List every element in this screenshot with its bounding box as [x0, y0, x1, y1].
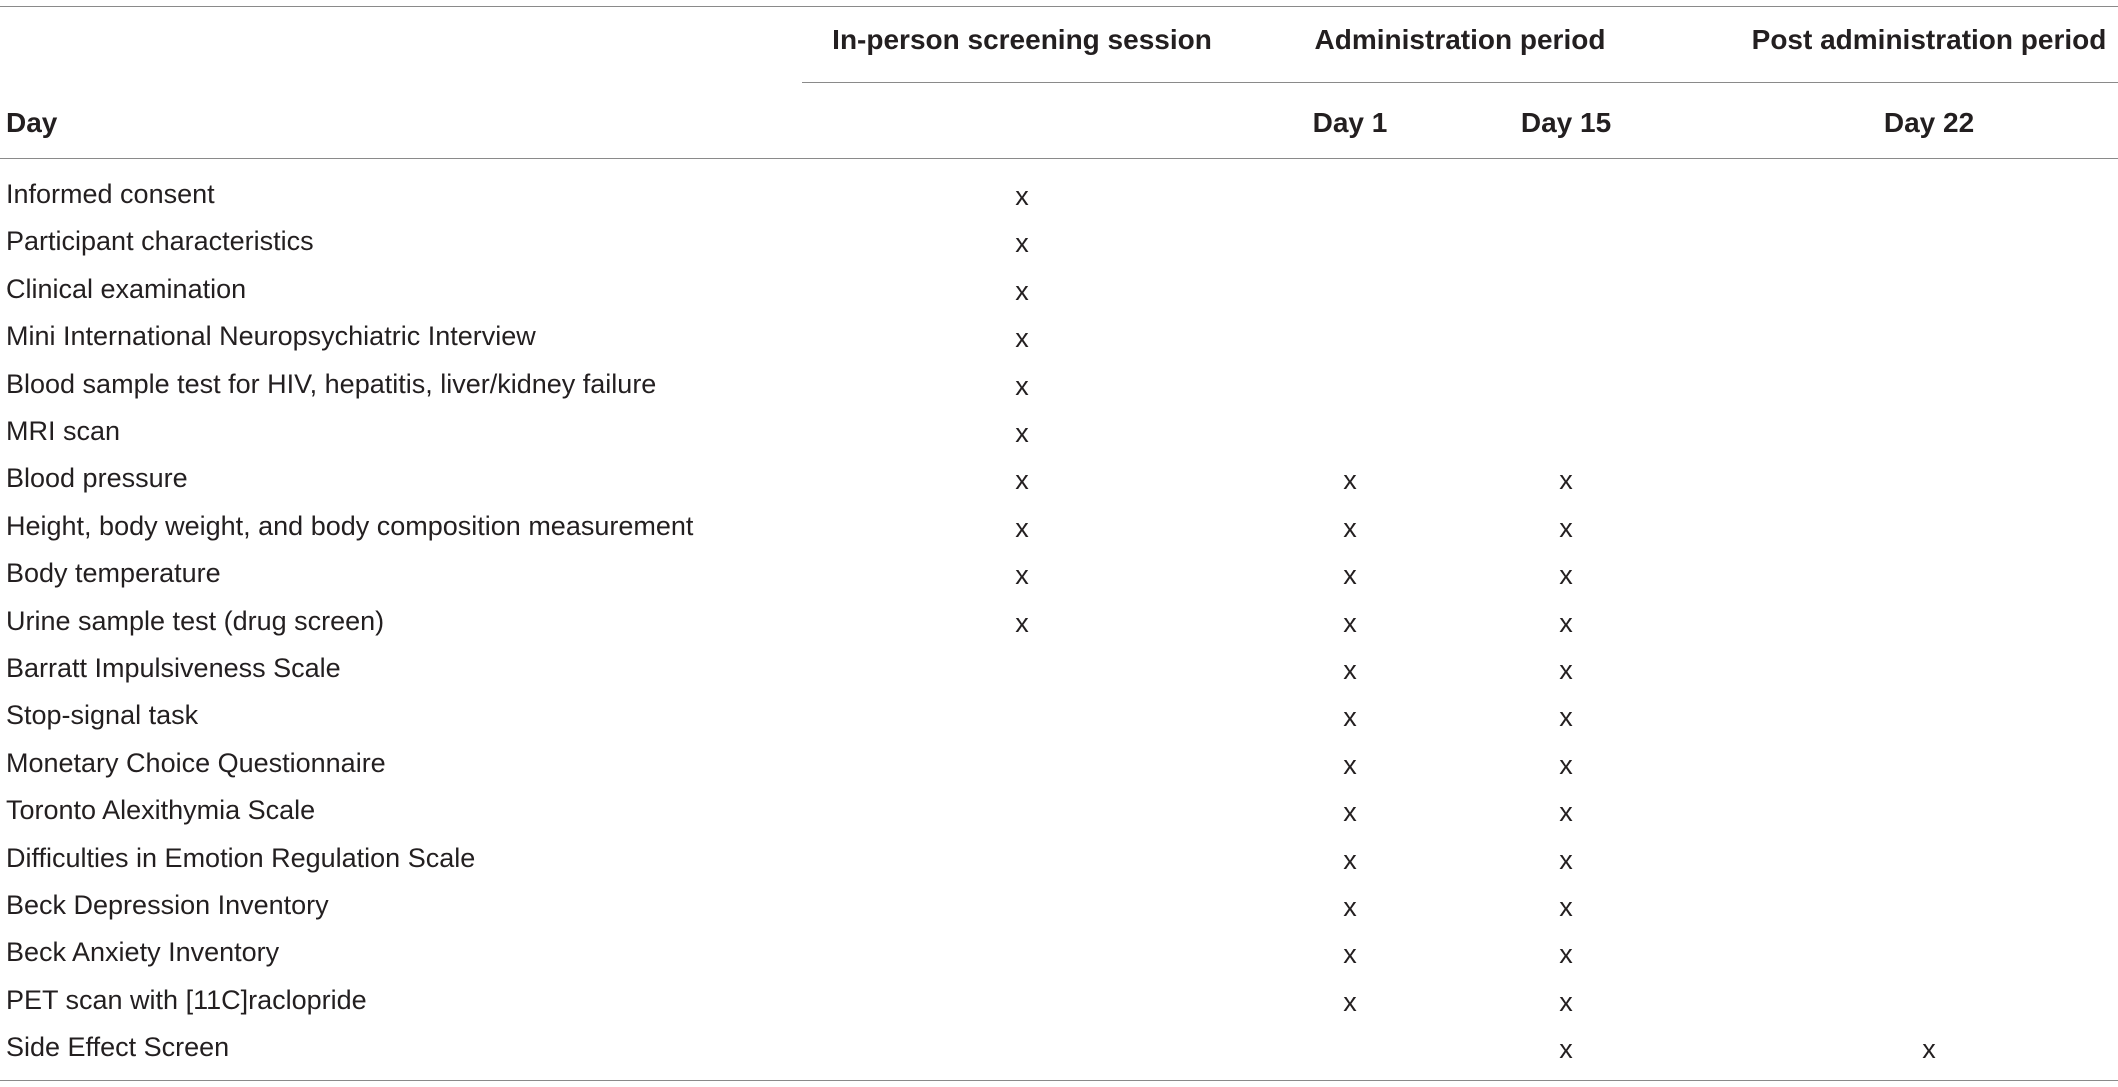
cell-mark-screening: x — [1015, 323, 1029, 354]
cell-mark-day1: x — [1343, 892, 1357, 922]
cell-mark-day1: x — [1343, 702, 1357, 733]
row-label: Barratt Impulsiveness Scale — [6, 653, 341, 683]
cell-mark-day15: x — [1559, 560, 1573, 591]
cell-mark-day15: x — [1559, 465, 1573, 496]
row-label: Beck Depression Inventory — [6, 890, 329, 920]
cell-mark-screening: x — [1015, 607, 1029, 638]
cell-mark-day15: x — [1559, 749, 1573, 780]
cell-mark-day1: x — [1343, 939, 1357, 970]
cell-mark-day15: x — [1559, 844, 1573, 875]
header-spanner-rule — [802, 82, 2118, 83]
cell-mark-screening: x — [1015, 228, 1029, 259]
row-label: Mini International Neuropsychiatric Interview — [6, 321, 536, 352]
cell-mark-day15: x — [1559, 702, 1573, 733]
header-post-administration-period: Post administration period — [1751, 24, 2107, 55]
cell-mark-day15: x — [1559, 607, 1573, 638]
header-day-1: Day 1 — [1312, 107, 1388, 138]
cell-mark-day1: x — [1343, 512, 1357, 543]
cell-mark-day1: x — [1343, 607, 1357, 638]
row-label: Side Effect Screen — [6, 1032, 230, 1063]
cell-mark-day1: x — [1343, 844, 1357, 875]
header-screening-session: In-person screening session — [832, 24, 1212, 55]
cell-mark-screening: x — [1015, 560, 1029, 591]
row-label: Monetary Choice Questionnaire — [6, 747, 386, 778]
row-label: Height, body weight, and body composition measurement — [6, 510, 694, 541]
cell-mark-day1: x — [1343, 465, 1357, 496]
cell-mark-screening: x — [1015, 181, 1029, 211]
row-label: Difficulties in Emotion Regulation Scale — [6, 842, 476, 873]
cell-mark-day1: x — [1343, 749, 1357, 780]
cell-mark-screening: x — [1015, 465, 1029, 496]
row-label: Informed consent — [6, 179, 215, 209]
cell-mark-day15: x — [1559, 655, 1573, 685]
cell-mark-screening: x — [1015, 275, 1029, 306]
row-label: Beck Anxiety Inventory — [6, 937, 280, 968]
cell-mark-day15: x — [1559, 986, 1573, 1017]
cell-mark-screening: x — [1015, 418, 1029, 448]
row-label: Body temperature — [6, 558, 221, 589]
cell-mark-day1: x — [1343, 655, 1357, 685]
cell-mark-day15: x — [1559, 892, 1573, 922]
row-label: Clinical examination — [6, 273, 247, 304]
row-label: Blood pressure — [6, 463, 188, 494]
table-top-rule — [0, 6, 2118, 7]
cell-mark-screening: x — [1015, 370, 1029, 401]
table-bottom-rule — [0, 1080, 2118, 1081]
cell-mark-screening: x — [1015, 512, 1029, 543]
row-label: Toronto Alexithymia Scale — [6, 795, 316, 826]
row-label: Urine sample test (drug screen) — [6, 605, 385, 636]
row-label: Participant characteristics — [6, 226, 314, 257]
header-day: Day — [6, 107, 58, 138]
row-label: PET scan with [11C]raclopride — [6, 984, 367, 1015]
cell-mark-day22: x — [1922, 1034, 1936, 1065]
row-label: MRI scan — [6, 416, 121, 446]
header-day-22: Day 22 — [1883, 107, 1975, 138]
cell-mark-day1: x — [1343, 797, 1357, 828]
row-label: Blood sample test for HIV, hepatitis, liver/kidney failure — [6, 368, 657, 399]
cell-mark-day1: x — [1343, 560, 1357, 591]
row-label: Stop-signal task — [6, 700, 199, 731]
cell-mark-day15: x — [1559, 1034, 1573, 1065]
header-administration-period: Administration period — [1314, 24, 1606, 55]
cell-mark-day15: x — [1559, 797, 1573, 828]
header-day-15: Day 15 — [1520, 107, 1612, 138]
cell-mark-day15: x — [1559, 512, 1573, 543]
cell-mark-day15: x — [1559, 939, 1573, 970]
header-bottom-rule — [0, 158, 2118, 159]
cell-mark-day1: x — [1343, 986, 1357, 1017]
